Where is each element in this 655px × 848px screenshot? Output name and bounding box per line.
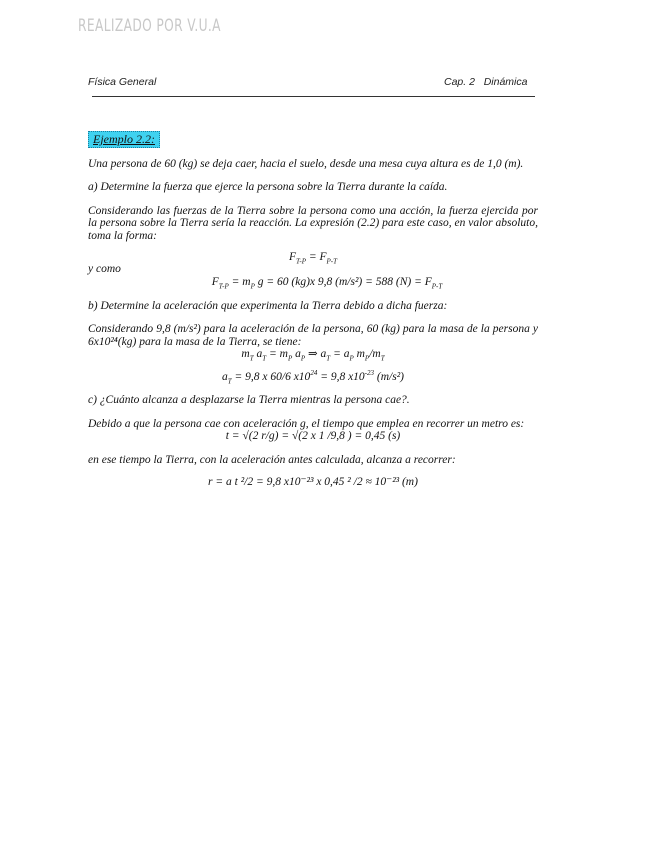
part-c-explanation: Debido a que la persona cae con aceleración g, el tiempo que emplea en recorrer un metro es: <box>88 417 525 430</box>
part-b-explanation: Considerando 9,8 (m/s²) para la aceleración de la persona, 60 (kg) para la masa de la persona y 6x10²⁴(kg) para la masa de la Tierra, se tiene: <box>88 323 538 348</box>
header-divider <box>92 96 535 97</box>
equation-action-reaction: $F_{T-P} = F_{P-T}$ <box>288 251 338 266</box>
part-c-bridge: en ese tiempo la Tierra, con la aceleración antes calculada, alcanza a recorrer: <box>88 453 456 466</box>
part-c-question: c) ¿Cuánto alcanza a desplazarse la Tierra mientras la persona cae?. <box>88 394 410 406</box>
part-b-question: b) Determine la aceleración que experimenta la Tierra debido a dicha fuerza: <box>88 299 448 312</box>
y-como-label: y como <box>88 262 121 275</box>
equation-force-value: $F_{T-P} = m_P$ g = 60 (kg)x 9,8 (m/s²) = 588 $(N) = F_{P-T}$ <box>211 276 443 291</box>
problem-statement: Una persona de 60 (kg) se deja caer, hacia el suelo, desde una mesa cuya altura es de 1,0 (m). <box>88 157 524 170</box>
example-title: Ejemplo 2.2: <box>88 131 160 148</box>
equation-acceleration-value: $a_T = 9,8$ x 60/6 $x10^{24} = 9,8$ $x10^{-23}$ (m/s²) <box>221 368 404 385</box>
watermark-text: REALIZADO POR V.U.A <box>78 16 221 36</box>
equation-displacement: r = a t ²/2 = 9,8 x10⁻²³ x 0,45 ² /2 ≈ 10⁻²³ (m) <box>208 476 418 488</box>
equation-acceleration-relation: $m_T$ $a_T = m_P$ $a_P$ ⇒ $a_T = a_P$ $m_P/m_T$ <box>241 348 385 363</box>
equation-time: t = √(2 r/g) = √(2 x 1 /9,8 ) = 0,45 (s) <box>225 430 401 442</box>
part-a-explanation: Considerando las fuerzas de la Tierra sobre la persona como una acción, la fuerza ejercida por la persona sobre la Tierra sería la reacción. La expresión (2.2) para este caso, en valor absoluto, toma la forma: <box>88 204 538 242</box>
document-body <box>88 131 538 489</box>
header-chapter: Cap. 2 Dinámica <box>444 76 528 88</box>
part-a-question: a) Determine la fuerza que ejerce la persona sobre la Tierra durante la caída. <box>88 181 448 193</box>
header-subject: Física General <box>88 76 157 88</box>
